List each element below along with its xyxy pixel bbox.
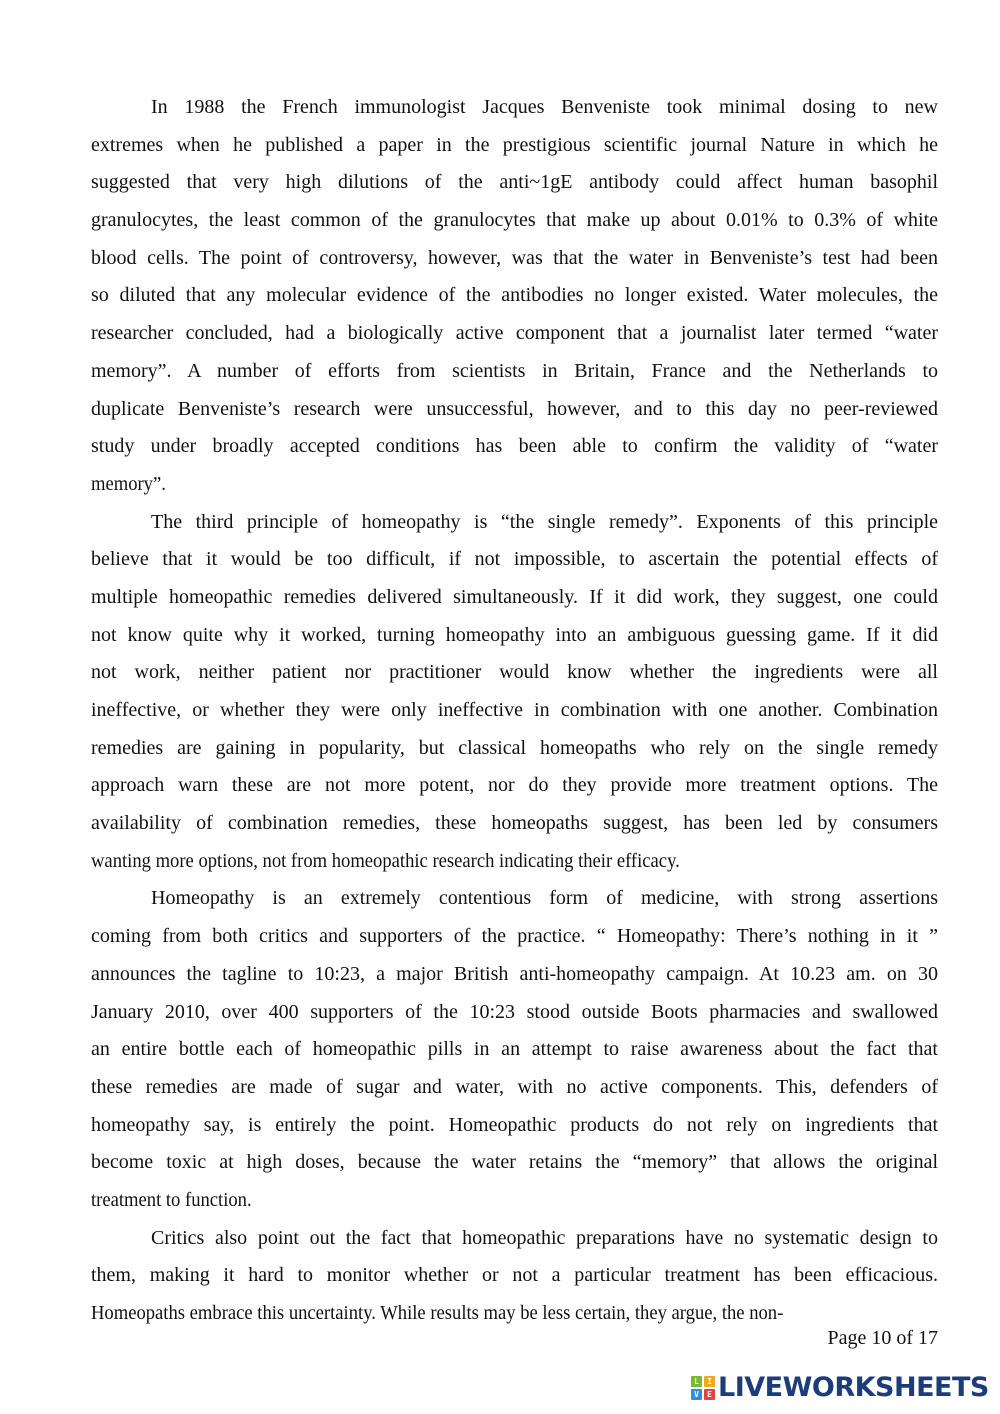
line-text: ineffective, or whether they were only ineffective in combination with one another. Combination [91,699,938,721]
line-text: Homeopathy is an extremely contentious form of medicine, with strong assertions [151,887,938,910]
text-line [91,1069,938,1107]
page-number: Page 10 of 17 [827,1327,938,1349]
text-line [91,89,938,127]
line-text: duplicate Benveniste’s research were unsuccessful, however, and to this day no peer-reviewed [91,397,938,420]
line-text: believe that it would be too difficult, if not impossible, to ascertain the potential effects of [91,548,938,571]
text-line [91,654,938,692]
text-line [91,730,938,768]
line-text: memory”. [91,472,166,495]
line-text: wanting more options, not from homeopathic research indicating their efficacy. [91,849,680,872]
logo-letter-l: L [691,1376,702,1387]
logo-letter-v: V [691,1389,702,1400]
line-text: The third principle of homeopathy is “the single remedy”. Exponents of this principle [151,510,938,533]
line-text: become toxic at high doses, because the water retains the “memory” that allows the original [91,1151,938,1174]
line-text: memory”. A number of efforts from scientists in Britain, France and the Netherlands to [91,359,938,382]
line-text: In 1988 the French immunologist Jacques Benveniste took minimal dosing to new [151,96,938,118]
line-text: January 2010, over 400 supporters of the 10:23 stood outside Boots pharmacies and swallowed [91,1000,938,1023]
text-line [91,1107,938,1145]
text-line [91,504,938,542]
text-line [91,956,938,994]
line-text: extremes when he published a paper in the prestigious scientific journal Nature in which he [91,133,938,156]
text-line [91,240,938,278]
line-text: them, making it hard to monitor whether or not a particular treatment has been efficacious. [91,1264,938,1287]
line-text: Homeopaths embrace this uncertainty. While results may be less certain, they argue, the non- [91,1302,784,1324]
text-line [91,428,938,466]
text-line [91,202,938,240]
document-body [91,89,938,1333]
liveworksheets-logo[interactable] [691,1374,989,1402]
line-text: granulocytes, the least common of the granulocytes that make up about 0.01% to 0.3% of white [91,209,938,232]
text-line [91,1220,938,1258]
text-line [91,391,938,429]
line-text: an entire bottle each of homeopathic pills in an attempt to raise awareness about the fact that [91,1038,938,1061]
text-line [91,1144,938,1182]
line-text: multiple homeopathic remedies delivered simultaneously. If it did work, they suggest, one could [91,585,938,608]
line-text: availability of combination remedies, these homeopaths suggest, has been led by consumers [91,812,938,835]
text-line [91,918,938,956]
text-line [91,315,938,353]
logo-grid-icon [691,1376,715,1400]
text-line [91,692,938,730]
text-line [91,164,938,202]
line-text: homeopathy say, is entirely the point. Homeopathic products do not rely on ingredients that [91,1113,938,1136]
text-line [91,466,938,504]
text-line [91,1257,938,1295]
brand-text: LIVEWORKSHEETS [718,1372,989,1403]
text-line [91,579,938,617]
text-line [91,353,938,391]
logo-letter-i: I [704,1376,715,1387]
line-text: so diluted that any molecular evidence of the antibodies no longer existed. Water molecules, the [91,284,938,307]
text-line [91,994,938,1032]
line-text: remedies are gaining in popularity, but classical homeopaths who rely on the single remedy [91,736,938,759]
text-line [91,617,938,655]
line-text: suggested that very high dilutions of the anti~1gE antibody could affect human basophil [91,171,938,194]
paragraph [91,89,938,504]
line-text: Critics also point out the fact that homeopathic preparations have no systematic design to [151,1226,938,1249]
line-text: researcher concluded, had a biologically active component that a journalist later termed “water [91,322,938,345]
text-line [91,1182,938,1220]
line-text: not know quite why it worked, turning homeopathy into an ambiguous guessing game. If it did [91,623,938,646]
line-text: treatment to function. [91,1188,252,1211]
line-text: study under broadly accepted conditions has been able to confirm the validity of “water [91,435,938,458]
line-text: approach warn these are not more potent, nor do they provide more treatment options. The [91,774,938,797]
line-text: not work, neither patient nor practitioner would know whether the ingredients were all [91,661,938,684]
text-line [91,127,938,165]
text-line [91,1295,938,1333]
text-line [91,767,938,805]
line-text: these remedies are made of sugar and water, with no active components. This, defenders of [91,1075,938,1098]
paragraph [91,504,938,881]
logo-letter-e: E [704,1389,715,1400]
paragraph [91,1220,938,1333]
line-text: announces the tagline to 10:23, a major British anti-homeopathy campaign. At 10.23 am. on 30 [91,962,938,985]
text-line [91,541,938,579]
line-text: blood cells. The point of controversy, however, was that the water in Benveniste’s test had been [91,246,938,269]
line-text: coming from both critics and supporters of the practice. “ Homeopathy: There’s nothing in it ” [91,925,938,948]
text-line [91,880,938,918]
text-line [91,805,938,843]
paragraph [91,880,938,1219]
text-line [91,277,938,315]
text-line [91,843,938,881]
text-line [91,1031,938,1069]
